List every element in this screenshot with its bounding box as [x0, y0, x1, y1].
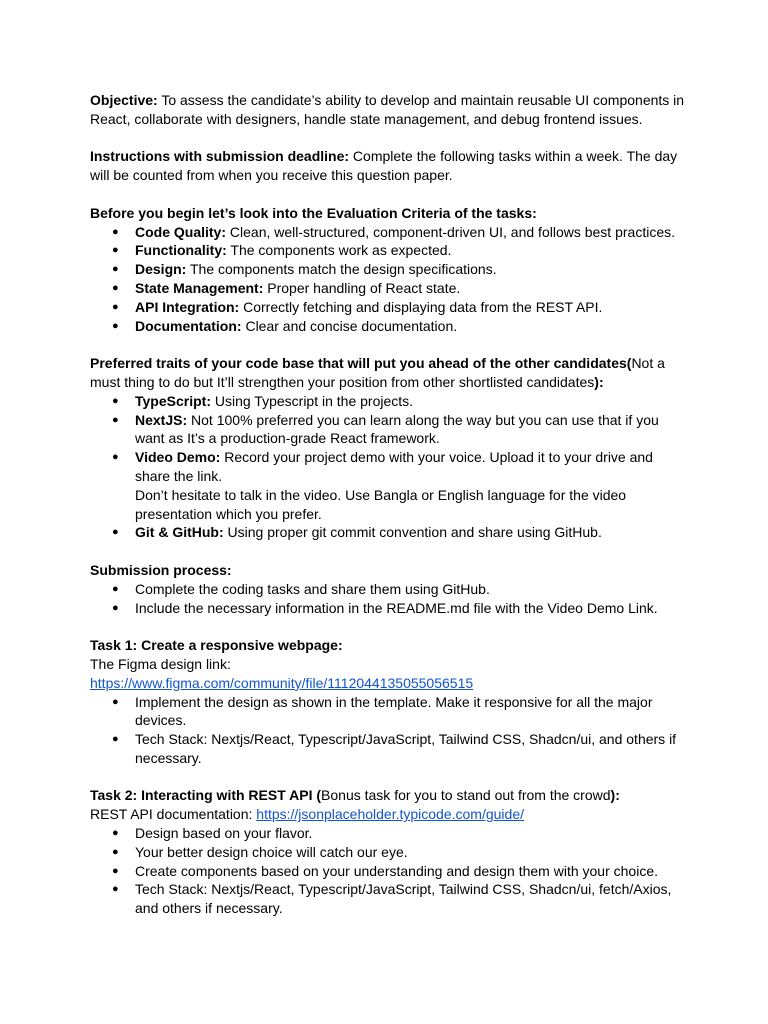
task2-list — [90, 824, 690, 918]
task2-heading-end: ): — [610, 787, 620, 804]
task1-heading — [90, 636, 690, 655]
list-item — [90, 523, 690, 542]
document-body — [90, 91, 690, 918]
list-item: ● Implement the design as shown in the template. Make it responsive for all the major devices. — [90, 693, 690, 731]
list-item: ● Tech Stack: Nextjs/React, Typescript/JavaScript, Tailwind CSS, Shadcn/ui, and others if necessary. — [90, 730, 690, 768]
criteria-text: Clear and concise documentation. — [241, 317, 458, 334]
list-item: ● Tech Stack: Nextjs/React, Typescript/JavaScript, Tailwind CSS, Shadcn/ui, fetch/Axios, and others if necessary. — [90, 880, 690, 918]
list-item — [90, 279, 690, 298]
trait-text: Using Typescript in the projects. — [210, 392, 414, 409]
preferred-heading-end: ): — [594, 373, 604, 390]
task1-list — [90, 693, 690, 768]
criteria-text: Proper handling of React state. — [263, 279, 461, 296]
evaluation-heading-text: Before you begin let’s look into the Evaluation Criteria of the tasks: — [90, 204, 537, 221]
trait-label: TypeScript: — [135, 392, 211, 409]
task2-heading — [90, 786, 690, 805]
list-item: ● Your better design choice will catch our eye. — [90, 843, 690, 862]
preferred-heading — [90, 354, 690, 392]
trait-text: Using proper git commit convention and share using GitHub. — [223, 524, 602, 541]
list-item — [90, 317, 690, 336]
criteria-label: API Integration: — [135, 298, 240, 315]
submission-heading — [90, 561, 690, 580]
trait-label: Git & GitHub: — [135, 524, 224, 541]
task1-heading-text: Task 1: Create a responsive webpage: — [90, 637, 343, 654]
instructions-text: Complete the following tasks within a week. The day will be counted from when you receive this question paper. — [90, 148, 678, 184]
task2-heading-text: Task 2: Interacting with REST API ( — [90, 787, 322, 804]
trait-text: Record your project demo with your voice. Upload it to your drive and share the link. — [135, 449, 653, 484]
instructions-label: Instructions with submission deadline: — [90, 148, 350, 165]
trait-extra-text: Don’t hesitate to talk in the video. Use Bangla or English language for the video presentation which you prefer. — [135, 486, 627, 522]
submission-heading-text: Submission process: — [90, 561, 232, 578]
criteria-text: The components work as expected. — [226, 242, 452, 259]
list-item: ● Complete the coding tasks and share them using GitHub. — [90, 580, 690, 599]
criteria-label: Design: — [135, 261, 187, 278]
evaluation-criteria-list — [90, 223, 690, 336]
objective-label: Objective: — [90, 92, 158, 108]
instructions-paragraph — [90, 147, 690, 185]
list-item — [90, 411, 690, 449]
task2-intro-paragraph — [90, 805, 690, 824]
list-item — [90, 241, 690, 260]
trait-label: Video Demo: — [135, 449, 221, 466]
evaluation-heading — [90, 204, 690, 223]
criteria-label: Documentation: — [135, 317, 242, 334]
preferred-traits-list — [90, 392, 690, 542]
criteria-label: Code Quality: — [135, 223, 227, 240]
task2-heading-note: Bonus task for you to stand out from the crowd — [321, 787, 611, 804]
criteria-text: Clean, well-structured, component-driven UI, and follows best practices. — [226, 223, 675, 240]
objective-text: To assess the candidate’s ability to develop and maintain reusable UI components in React, collaborate with designers, handle state management, and debug frontend issues. — [90, 92, 685, 127]
submission-list — [90, 580, 690, 618]
list-item — [90, 298, 690, 317]
list-item: ● Design based on your flavor. — [90, 824, 690, 843]
list-item — [90, 223, 690, 242]
list-item: ● Create components based on your understanding and design them with your choice. — [90, 862, 690, 881]
rest-api-docs-link[interactable]: https://jsonplaceholder.typicode.com/guide/ — [256, 806, 525, 823]
list-item — [90, 260, 690, 279]
trait-label: NextJS: — [135, 411, 188, 428]
list-item — [90, 448, 690, 523]
preferred-heading-note: Not a must thing to do but It’ll strengthen your position from other shortlisted candidates — [90, 355, 665, 390]
task2-intro: REST API documentation: — [90, 806, 257, 823]
task1-intro: The Figma design link: — [90, 655, 231, 672]
list-item: ● Include the necessary information in the README.md file with the Video Demo Link. — [90, 599, 690, 618]
objective-paragraph — [90, 91, 690, 129]
list-item — [90, 392, 690, 411]
figma-design-link[interactable]: https://www.figma.com/community/file/1112044135055056515 — [90, 674, 474, 691]
criteria-label: Functionality: — [135, 242, 227, 259]
preferred-heading-text: Preferred traits of your code base that will put you ahead of the other candidates( — [90, 355, 632, 372]
task1-link-paragraph — [90, 674, 690, 693]
criteria-label: State Management: — [135, 279, 264, 296]
trait-text: Not 100% preferred you can learn along the way but you can use that if you want as It’s a production-grade React framework. — [135, 411, 659, 447]
criteria-text: The components match the design specifications. — [186, 261, 497, 278]
criteria-text: Correctly fetching and displaying data from the REST API. — [239, 298, 603, 315]
